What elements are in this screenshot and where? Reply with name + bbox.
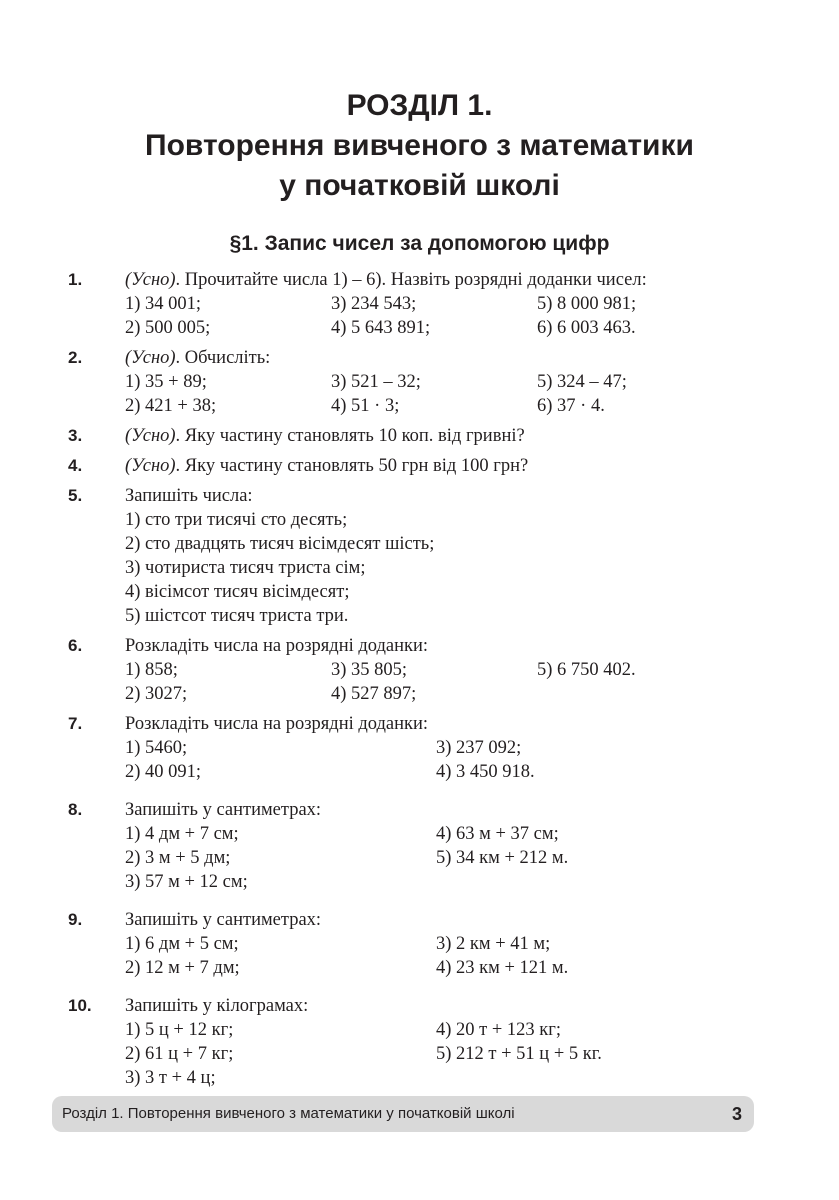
exercise-item: 4) 3 450 918.: [436, 762, 535, 782]
exercise-item: 3) 237 092;: [436, 738, 522, 758]
page-footer: [52, 1096, 754, 1132]
exercise-item: 3) 57 м + 12 см;: [125, 872, 248, 892]
exercise-item: 2) 421 + 38;: [125, 396, 217, 416]
exercise-number: 7.: [68, 714, 83, 733]
exercise-item: 1) 35 + 89;: [125, 372, 207, 392]
exercise-item: 1) 5 ц + 12 кг;: [125, 1020, 234, 1040]
exercise-item: 1) 4 дм + 7 см;: [125, 824, 239, 844]
exercise-list: [68, 268, 768, 1096]
footer-chapter-title: Розділ 1. Повторення вивченого з математики у початковій школі: [62, 1105, 515, 1122]
exercise-item: 1) 858;: [125, 660, 178, 680]
exercise-1: [68, 268, 768, 340]
chapter-title-line: РОЗДІЛ 1.: [346, 89, 493, 122]
exercise-item: 4) 5 643 891;: [331, 318, 431, 338]
exercise-item: 2) 500 005;: [125, 318, 211, 338]
exercise-item: 2) 12 м + 7 дм;: [125, 958, 240, 978]
exercise-text: Запишіть у сантиметрах:: [125, 910, 322, 930]
exercise-item: 2) 40 091;: [125, 762, 202, 782]
exercise-text: (Усно). Яку частину становлять 50 грн від 100 грн?: [125, 456, 529, 476]
exercise-5: [68, 484, 768, 628]
exercise-4: [68, 454, 768, 478]
oral-mark: (Усно): [125, 348, 176, 368]
exercise-item: 3) чотириста тисяч триста сім;: [125, 558, 366, 578]
exercise-text: (Усно). Обчисліть:: [125, 348, 271, 368]
exercise-item: 3) 521 – 32;: [331, 372, 421, 392]
exercise-item: 1) сто три тисячі сто десять;: [125, 510, 348, 530]
exercise-2: [68, 346, 768, 418]
exercise-item: 1) 6 дм + 5 см;: [125, 934, 239, 954]
exercise-number: 4.: [68, 456, 83, 475]
exercise-text: Розкладіть числа на розрядні доданки:: [125, 636, 429, 656]
exercise-6: [68, 634, 768, 706]
exercise-item: 4) 527 897;: [331, 684, 417, 704]
exercise-item: 4) 20 т + 123 кг;: [436, 1020, 562, 1040]
exercise-item: 1) 34 001;: [125, 294, 202, 314]
exercise-text: (Усно). Яку частину становлять 10 коп. від гривні?: [125, 426, 525, 446]
exercise-number: 10.: [68, 996, 92, 1015]
exercise-7: [68, 712, 768, 784]
exercise-item: 6) 37 · 4.: [537, 396, 605, 416]
oral-mark: (Усно): [125, 270, 176, 290]
exercise-item: 5) 8 000 981;: [537, 294, 637, 314]
exercise-item: 5) 324 – 47;: [537, 372, 627, 392]
exercise-number: 6.: [68, 636, 83, 655]
exercise-number: 5.: [68, 486, 83, 505]
exercise-item: 3) 234 543;: [331, 294, 417, 314]
oral-mark: (Усно): [125, 456, 176, 476]
exercise-8: [68, 798, 768, 894]
exercise-number: 2.: [68, 348, 83, 367]
exercise-number: 8.: [68, 800, 83, 819]
exercise-item: 3) 3 т + 4 ц;: [125, 1068, 216, 1088]
exercise-item: 4) 51 · 3;: [331, 396, 400, 416]
exercise-item: 6) 6 003 463.: [537, 318, 636, 338]
exercise-text: (Усно). Прочитайте числа 1) – 6). Назвіть розрядні доданки чисел:: [125, 270, 647, 290]
exercise-item: 5) 6 750 402.: [537, 660, 636, 680]
exercise-number: 1.: [68, 270, 83, 289]
section-title: §1. Запис чисел за допомогою цифр: [229, 232, 610, 255]
exercise-item: 2) 3027;: [125, 684, 188, 704]
chapter-title-line: Повторення вивченого з математики: [145, 129, 694, 162]
exercise-item: 1) 5460;: [125, 738, 188, 758]
exercise-item: 3) 35 805;: [331, 660, 408, 680]
chapter-title-line: у початковій школі: [279, 169, 560, 202]
exercise-item: 5) шістсот тисяч триста три.: [125, 606, 349, 626]
exercise-item: 2) сто двадцять тисяч вісімдесят шість;: [125, 534, 435, 554]
exercise-item: 4) 63 м + 37 см;: [436, 824, 559, 844]
page-number: 3: [731, 1104, 742, 1124]
exercise-item: 5) 34 км + 212 м.: [436, 848, 569, 868]
exercise-item: 3) 2 км + 41 м;: [436, 934, 551, 954]
exercise-3: [68, 424, 768, 448]
exercise-item: 2) 3 м + 5 дм;: [125, 848, 231, 868]
exercise-item: 4) вісімсот тисяч вісімдесят;: [125, 582, 350, 602]
exercise-number: 3.: [68, 426, 83, 445]
exercise-text: Розкладіть числа на розрядні доданки:: [125, 714, 429, 734]
exercise-number: 9.: [68, 910, 83, 929]
exercise-item: 5) 212 т + 51 ц + 5 кг.: [436, 1044, 602, 1064]
exercise-10: [68, 994, 768, 1090]
exercise-text: Запишіть у сантиметрах:: [125, 800, 322, 820]
oral-mark: (Усно): [125, 426, 176, 446]
chapter-title: [0, 86, 839, 206]
exercise-9: [68, 908, 768, 980]
exercise-text: Запишіть числа:: [125, 486, 253, 506]
exercise-item: 4) 23 км + 121 м.: [436, 958, 569, 978]
exercise-item: 2) 61 ц + 7 кг;: [125, 1044, 234, 1064]
exercise-text: Запишіть у кілограмах:: [125, 996, 309, 1016]
